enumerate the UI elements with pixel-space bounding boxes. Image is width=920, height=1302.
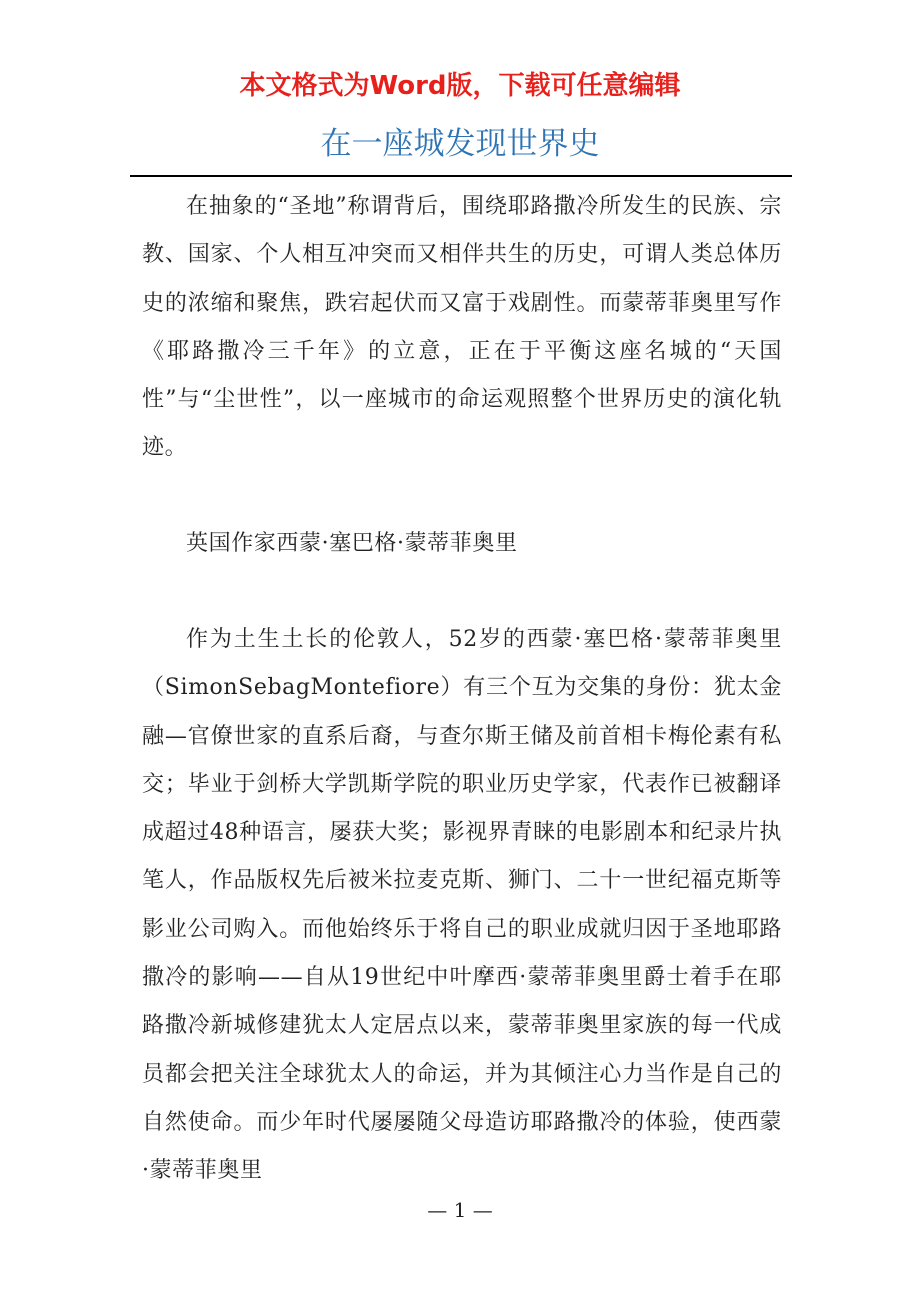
- paragraph-intro: 在抽象的“圣地”称谓背后，围绕耶路撒冷所发生的民族、宗教、国家、个人相互冲突而又相伴共生的历史，可谓人类总体历史的浓缩和聚焦，跌宕起伏而又富于戏剧性。而蒙蒂菲奥里写作《耶路撒冷三千年》的立意，正在于平衡这座名城的“天国性”与“尘世性”，以一座城市的命运观照整个世界历史的演化轨迹。: [142, 194, 782, 461]
- paragraph-author-bio: 作为土生土长的伦敦人，52岁的西蒙·塞巴格·蒙蒂菲奥里（SimonSebagMontefiore）有三个互为交集的身份：犹太金融—官僚世家的直系后裔，与查尔斯王储及前首相卡梅伦素有私交；毕业于剑桥大学凯斯学院的职业历史学家，代表作已被翻译成超过48种语言，屡获大奖；影视界青睐的电影剧本和纪录片执笔人，作品版权先后被米拉麦克斯、狮门、二十一世纪福克斯等影业公司购入。而他始终乐于将自己的职业成就归因于圣地耶路撒冷的影响——自从19世纪中叶摩西·蒙蒂菲奥里爵士着手在耶路撒冷新城修建犹太人定居点以来，蒙蒂菲奥里家族的每一代成员都会把关注全球犹太人的命运，并为其倾注心力当作是自己的自然使命。而少年时代屡屡随父母造访耶路撒冷的体验，使西蒙·蒙蒂菲奥里: [142, 627, 782, 1184]
- page-title: 在一座城发现世界史: [320, 126, 600, 162]
- format-banner: 本文格式为Word版，下载可任意编辑: [239, 71, 681, 101]
- paragraph-caption: 英国作家西蒙·塞巴格·蒙蒂菲奥里: [186, 531, 518, 556]
- title-divider: [130, 175, 792, 177]
- page-number: — 1 —: [427, 1198, 493, 1222]
